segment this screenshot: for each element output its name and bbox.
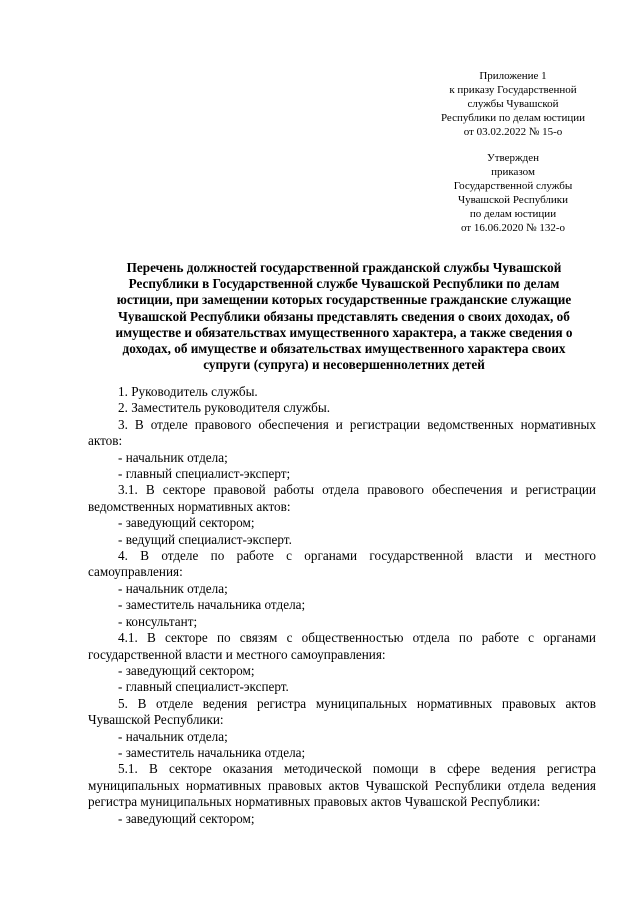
- document-title: [86, 260, 602, 373]
- list-item: - консультант;: [118, 613, 198, 629]
- list-item: - заведующий сектором;: [118, 515, 255, 531]
- list-item: 4. В отделе по работе с органами государственной власти и местного самоуправления:: [88, 548, 596, 580]
- approval-line: Государственной службы: [453, 180, 573, 192]
- list-item: - начальник отдела;: [118, 449, 228, 465]
- list-item: - заведующий сектором;: [118, 810, 255, 826]
- list-item: - начальник отдела;: [118, 580, 228, 596]
- title-line: Перечень должностей государственной гражданской службы Чувашской: [126, 260, 562, 275]
- title-line: супруги (супруга) и несовершеннолетних детей: [203, 357, 485, 373]
- approval-block: [428, 151, 598, 235]
- list-item: - заместитель начальника отдела;: [118, 744, 306, 760]
- list-item: 1. Руководитель службы.: [118, 384, 258, 399]
- list-item: - главный специалист-эксперт.: [118, 679, 289, 695]
- annex-line: Приложение 1: [479, 70, 547, 82]
- list-item: 4.1. В секторе по связям с общественностью отдела по работе с органами государственной власти и местного самоуправления:: [88, 630, 596, 662]
- list-item: - ведущий специалист-эксперт.: [118, 531, 292, 547]
- annex-line: к приказу Государственной: [449, 84, 577, 96]
- title-line: доходах, об имуществе и обязательствах имущественного характера своих: [122, 341, 566, 357]
- approval-line: Чувашской Республики: [457, 194, 569, 206]
- approval-line: приказом: [491, 166, 535, 178]
- title-line: Чувашской Республики обязаны представлять сведения о своих доходах, об: [118, 308, 570, 324]
- annex-block: [428, 69, 598, 139]
- annex-line: службы Чувашской: [467, 98, 559, 110]
- list-item: - начальник отдела;: [118, 728, 228, 744]
- approval-line: Утвержден: [486, 152, 540, 164]
- list-item: 5. В отделе ведения регистра муниципальных нормативных правовых актов Чувашской Республики:: [88, 695, 596, 728]
- position-list: [88, 384, 596, 827]
- annex-line: Республики по делам юстиции: [440, 112, 586, 124]
- list-item: 3. В отделе правового обеспечения и регистрации ведомственных нормативных актов:: [88, 416, 596, 449]
- approval-line: от 16.06.2020 № 132-о: [460, 222, 566, 234]
- list-item: 5.1. В секторе оказания методической помощи в сфере ведения регистра муниципальных нормативных правовых актов Чувашской Республики отдела ведения регистра муниципальных нормативных правовых актов Чувашской Республики:: [88, 761, 596, 810]
- list-item: 2. Заместитель руководителя службы.: [118, 400, 331, 416]
- approval-line: по делам юстиции: [469, 208, 557, 220]
- title-line: Республики в Государственной службе Чувашской Республики по делам: [128, 276, 560, 292]
- list-item: - заместитель начальника отдела;: [118, 597, 306, 613]
- list-item: - главный специалист-эксперт;: [118, 466, 291, 482]
- annex-line: от 03.02.2022 № 15-о: [463, 126, 563, 138]
- title-line: юстиции, при замещении которых государственные гражданские служащие: [116, 292, 572, 308]
- title-line: имуществе и обязательствах имущественного характера, а также сведения о: [115, 324, 573, 340]
- list-item: - заведующий сектором;: [118, 662, 255, 678]
- list-item: 3.1. В секторе правовой работы отдела правового обеспечения и регистрации ведомственных нормативных актов:: [88, 482, 596, 514]
